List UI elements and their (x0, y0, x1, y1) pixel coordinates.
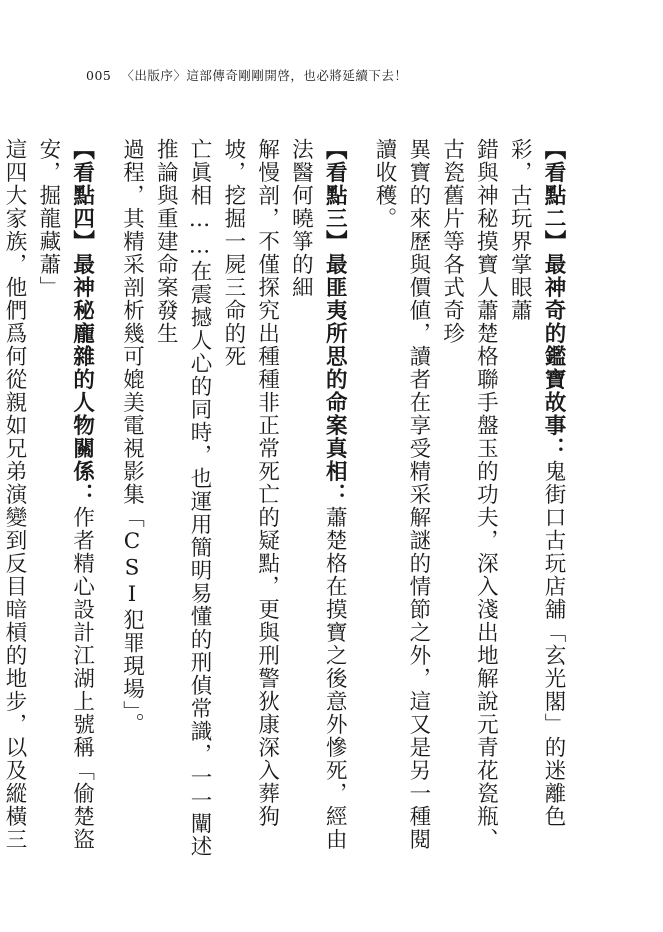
paragraph-line: 異寶的來歷與價値，讀者在享受精采解謎的情節之外，這又是另一種閱讀收穫。 (372, 138, 431, 851)
point-title: 最神奇的鑑寶故事： (541, 253, 566, 460)
point-label: 【看點四】 (69, 138, 95, 253)
point-label: 【看點二】 (541, 138, 566, 253)
paragraph-line: 亡眞相……在震撼人心的同時，也運用簡明易懂的刑偵常識，一一闡述推論與重建命案發生 (153, 138, 213, 858)
body-text (2, 138, 570, 873)
running-header (86, 66, 407, 84)
paragraph-line: 這四大家族，他們爲何從親如兄弟演變到反目暗槓的地步，以及縱橫三 (2, 138, 28, 851)
point-label: 【看點三】 (322, 138, 348, 253)
paragraph-text: 蕭楚格在摸寶之後意外慘死，經由法醫何曉箏的細 (288, 138, 348, 851)
paragraph-line: 解慢剖，不僅探究出種種非正常死亡的疑點，更與刑警狄康深入葬狗坡，挖掘一屍三命的死 (220, 138, 280, 828)
point-title: 最神秘龐雜的人物關係： (69, 253, 95, 506)
paragraph-line (31, 138, 99, 873)
paragraph-text: 鬼街口古玩店舖「玄光閣」的迷離色彩，古玩界掌眼蕭 (507, 138, 566, 828)
paragraph-line (502, 138, 570, 873)
paragraph-line: 過程，其精采剖析幾可媲美電視影集「CSI犯罪現場」。 (119, 138, 145, 736)
paragraph-line: 錯與神秘摸寶人蕭楚格聯手盤玉的功夫，深入淺出地解說元青花瓷瓶、古瓷舊片等各式奇珍 (439, 138, 499, 851)
page-number: 005 (86, 68, 112, 83)
paragraph-line (284, 138, 352, 873)
running-title: 〈出版序〉這部傳奇剛剛開啓，也必將延續下去！ (121, 68, 408, 83)
paragraph-text: 作者精心設計江湖上號稱「偷楚盜安，掘龍藏蕭」 (35, 138, 95, 851)
point-title: 最匪夷所思的命案真相： (322, 253, 348, 506)
